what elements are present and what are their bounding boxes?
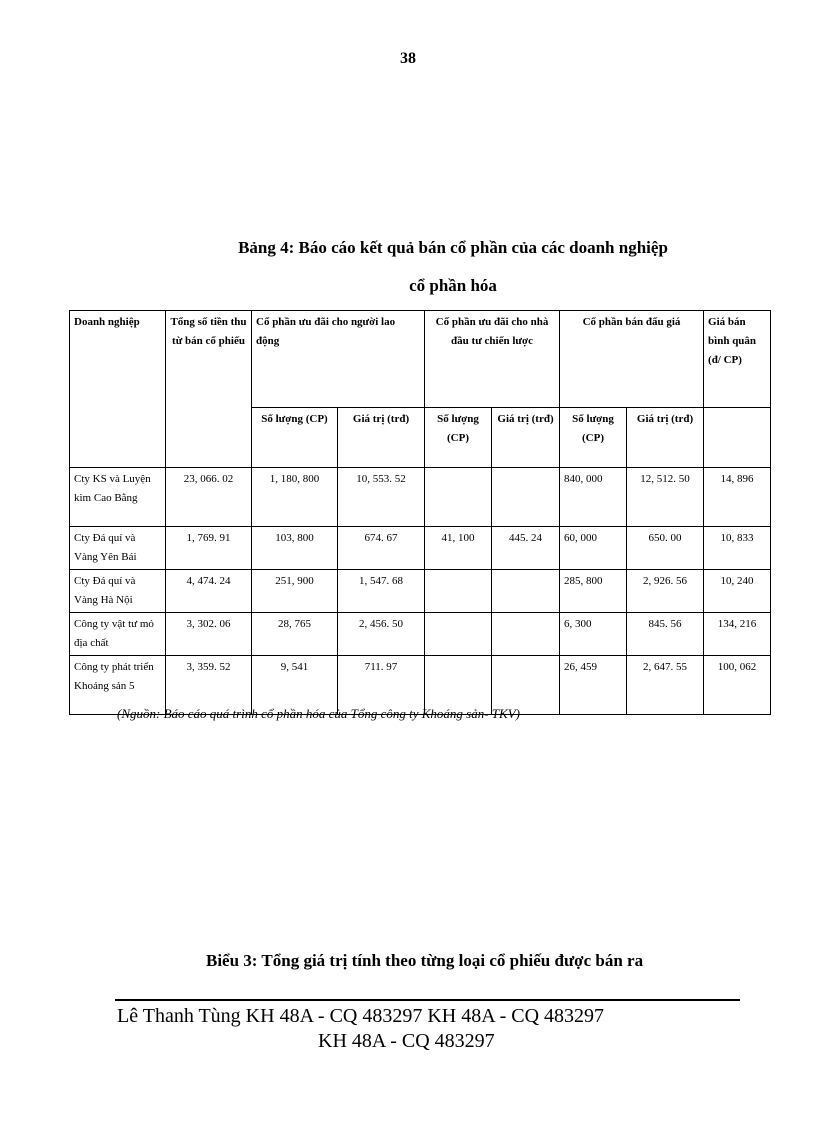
page-number: 38 (400, 50, 416, 67)
subheader-auction-value: Giá trị (trđ) (627, 408, 704, 468)
cell-investor-value (492, 468, 560, 527)
cell-worker-value: 674. 67 (338, 527, 425, 570)
header-group-worker: Cổ phần ưu đãi cho người lao động (252, 311, 425, 408)
cell-investor-quantity: 41, 100 (425, 527, 492, 570)
header-company: Doanh nghiệp (70, 311, 166, 468)
cell-total: 4, 474. 24 (166, 570, 252, 613)
footer-class-line: KH 48A - CQ 483297 (318, 1030, 495, 1052)
source-note: (Nguồn: Báo cáo quá trình cổ phần hóa của Tổng công ty Khoáng sản- TKV) (117, 706, 520, 721)
subheader-investor-value: Giá trị (trđ) (492, 408, 560, 468)
cell-total: 23, 066. 02 (166, 468, 252, 527)
subheader-worker-quantity: Số lượng (CP) (252, 408, 338, 468)
cell-worker-value: 1, 547. 68 (338, 570, 425, 613)
cell-company: Cty Đá quí và Vàng Hà Nội (70, 570, 166, 613)
header-row (70, 311, 771, 408)
cell-avg-price: 134, 216 (704, 613, 771, 656)
subheader-worker-value: Giá trị (trđ) (338, 408, 425, 468)
cell-avg-price: 10, 833 (704, 527, 771, 570)
cell-worker-quantity: 251, 900 (252, 570, 338, 613)
cell-investor-value: 445. 24 (492, 527, 560, 570)
cell-auction-value: 2, 926. 56 (627, 570, 704, 613)
cell-avg-price: 100, 062 (704, 656, 771, 715)
cell-total: 3, 302. 06 (166, 613, 252, 656)
cell-investor-value (492, 570, 560, 613)
header-avg-price: Giá bán bình quân (đ/ CP) (704, 311, 771, 408)
header-group-auction: Cổ phần bán đấu giá (560, 311, 704, 408)
cell-auction-quantity: 60, 000 (560, 527, 627, 570)
cell-worker-quantity: 1, 180, 800 (252, 468, 338, 527)
table-row (70, 570, 771, 613)
cell-total: 1, 769. 91 (166, 527, 252, 570)
cell-auction-value: 12, 512. 50 (627, 468, 704, 527)
cell-worker-quantity: 103, 800 (252, 527, 338, 570)
table-title: Bảng 4: Báo cáo kết quả bán cổ phần của các doanh nghiệp (238, 238, 668, 257)
cell-auction-quantity: 285, 800 (560, 570, 627, 613)
chart-caption: Biểu 3: Tổng giá trị tính theo từng loại cổ phiếu được bán ra (206, 951, 644, 970)
cell-total: 3, 359. 52 (166, 656, 252, 715)
results-table (69, 310, 771, 715)
cell-auction-value: 2, 647. 55 (627, 656, 704, 715)
cell-auction-quantity: 6, 300 (560, 613, 627, 656)
cell-company: Công ty phát triển Khoáng sản 5 (70, 656, 166, 715)
cell-investor-quantity (425, 570, 492, 613)
cell-worker-value: 10, 553. 52 (338, 468, 425, 527)
subheader-investor-quantity: Số lượng (CP) (425, 408, 492, 468)
footer-author-line: Lê Thanh Tùng KH 48A - CQ 483297 KH 48A - CQ 483297 (117, 1005, 605, 1027)
cell-company: Cty KS và Luyện kim Cao Bằng (70, 468, 166, 527)
cell-auction-value: 845. 56 (627, 613, 704, 656)
footer-divider (115, 999, 740, 1001)
subheader-avg-empty (704, 408, 771, 468)
table-row (70, 468, 771, 527)
cell-auction-quantity: 26, 459 (560, 656, 627, 715)
table-row (70, 613, 771, 656)
table-row (70, 527, 771, 570)
header-total: Tổng số tiền thu từ bán cổ phiếu (166, 311, 252, 468)
subheader-auction-quantity: Số lượng (CP) (560, 408, 627, 468)
cell-investor-value (492, 613, 560, 656)
cell-worker-value: 711. 97 (338, 656, 425, 715)
cell-auction-quantity: 840, 000 (560, 468, 627, 527)
cell-avg-price: 10, 240 (704, 570, 771, 613)
cell-investor-quantity (425, 468, 492, 527)
header-group-investor: Cổ phần ưu đãi cho nhà đầu tư chiến lược (425, 311, 560, 408)
cell-auction-value: 650. 00 (627, 527, 704, 570)
cell-worker-value: 2, 456. 50 (338, 613, 425, 656)
cell-company: Cty Đá quí và Vàng Yên Bái (70, 527, 166, 570)
cell-company: Công ty vật tư mỏ địa chất (70, 613, 166, 656)
table-title-continued: cổ phần hóa (409, 276, 497, 295)
cell-investor-quantity (425, 613, 492, 656)
cell-worker-quantity: 28, 765 (252, 613, 338, 656)
cell-avg-price: 14, 896 (704, 468, 771, 527)
cell-worker-quantity: 9, 541 (252, 656, 338, 715)
